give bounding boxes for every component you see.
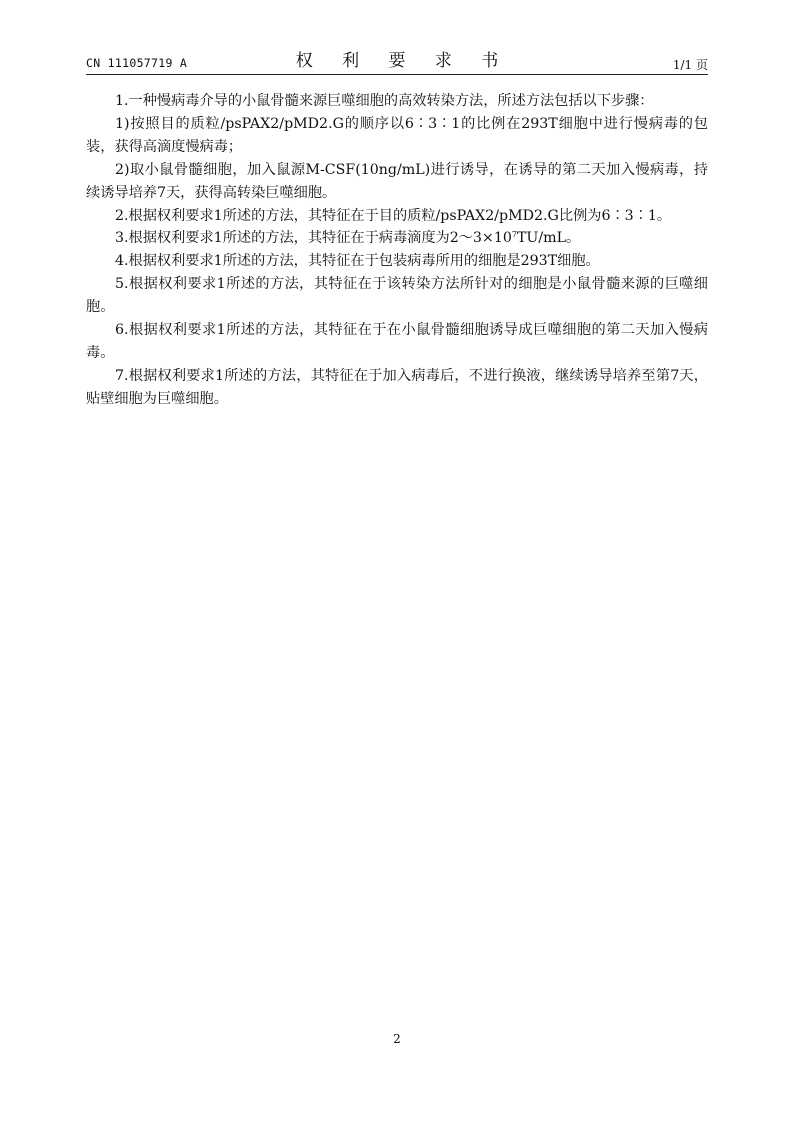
- claim-4: 4.根据权利要求1所述的方法，其特征在于包装病毒所用的细胞是293T细胞。: [115, 253, 600, 270]
- claim-3: [86, 227, 708, 250]
- claim-5: 5.根据权利要求1所述的方法，其特征在于该转染方法所针对的细胞是小鼠骨髓来源的巨噬细胞。: [86, 276, 708, 316]
- claim-1-step-2: 2)取小鼠骨髓细胞，加入鼠源M-CSF(10ng/mL)进行诱导，在诱导的第二天加入慢病毒，持续诱导培养7天，获得高转染巨噬细胞。: [86, 161, 708, 201]
- page-info: 1/1 页: [672, 58, 708, 72]
- page-number: 2: [393, 1032, 401, 1046]
- claims-body: [86, 90, 708, 411]
- claim-1-step-1: 1)按照目的质粒/psPAX2/pMD2.G的顺序以6∶3∶1的比例在293T细胞中进行慢病毒的包装，获得高滴度慢病毒；: [86, 115, 708, 155]
- document-title: 权 利 要 求 书: [295, 51, 511, 71]
- header-rule: [86, 74, 708, 75]
- claim-6: 6.根据权利要求1所述的方法，其特征在于在小鼠骨髓细胞诱导成巨噬细胞的第二天加入慢病毒。: [86, 322, 708, 361]
- claim-1: 1.一种慢病毒介导的小鼠骨髓来源巨噬细胞的高效转染方法，所述方法包括以下步骤：: [115, 93, 654, 109]
- publication-number: CN 111057719 A: [86, 56, 188, 70]
- claim-3-text: 3.根据权利要求1所述的方法，其特征在于病毒滴度为2～3×10: [115, 230, 512, 247]
- claim-3-unit: TU/mL。: [516, 230, 581, 247]
- claim-3-exponent: 7: [511, 230, 517, 240]
- page-header: [86, 44, 708, 74]
- claim-2: 2.根据权利要求1所述的方法，其特征在于目的质粒/psPAX2/pMD2.G比例为6∶3∶1。: [115, 207, 672, 224]
- claim-7: 7.根据权利要求1所述的方法，其特征在于加入病毒后，不进行换液，继续诱导培养至第7天，贴壁细胞为巨噬细胞。: [86, 367, 708, 407]
